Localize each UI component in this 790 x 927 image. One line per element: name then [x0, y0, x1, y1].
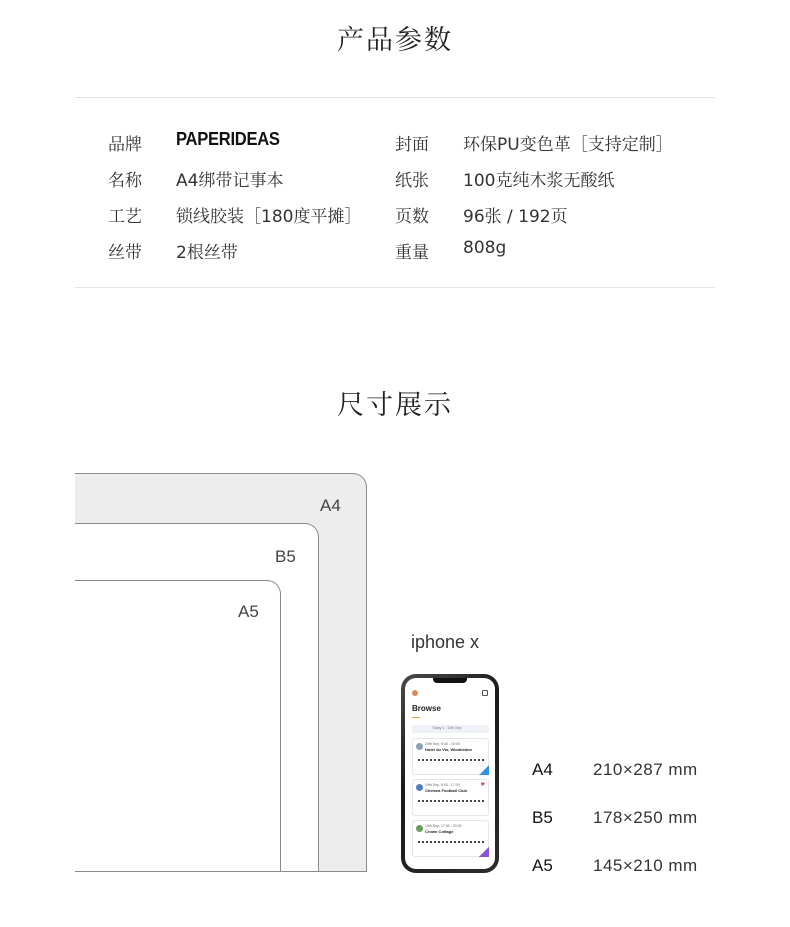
- param-value: A4绑带记事本: [176, 171, 284, 191]
- phone-filter-bar: [412, 725, 489, 733]
- param-value: 2根丝带: [176, 243, 238, 263]
- venue-thumb-icon: [416, 825, 423, 832]
- param-label: 名称: [108, 171, 142, 191]
- card-date: 19th Sep, 17:00 - 23:00: [425, 824, 462, 828]
- card-date: 20th Sep, 9:00 - 15:00: [425, 742, 460, 746]
- size-name: A4: [532, 760, 553, 779]
- iphone-x-illustration: [401, 674, 499, 873]
- params-title: 产品参数: [337, 25, 453, 56]
- card-icons-row: [418, 800, 484, 803]
- sheet-a5: [75, 580, 281, 872]
- param-label: 工艺: [108, 207, 142, 227]
- param-value: 环保PU变色革［支持定制］: [463, 135, 673, 155]
- sheet-b5-label: B5: [275, 547, 296, 566]
- avatar-icon: [412, 690, 418, 696]
- param-label: 重量: [395, 243, 429, 263]
- card-venue: Chelsea Football Club: [425, 788, 468, 793]
- phone-card: [412, 738, 489, 775]
- card-venue: Hotel du Vin, Wimbledon: [425, 747, 472, 752]
- param-label: 纸张: [395, 171, 429, 191]
- card-date: 19th Sep, 8:00 - 17:00: [425, 783, 460, 787]
- venue-thumb-icon: [416, 743, 423, 750]
- phone-filter-text: Today 1 - 10th Sep: [432, 726, 462, 730]
- venue-thumb-icon: [416, 784, 423, 791]
- sheet-a4-label: A4: [320, 496, 341, 515]
- size-dimensions: 178×250 mm: [593, 808, 698, 827]
- param-label: 丝带: [108, 243, 142, 263]
- phone-card: [412, 820, 489, 857]
- param-label: 页数: [395, 207, 429, 227]
- params-bottom-divider: [75, 287, 715, 288]
- phone-notch: [433, 678, 467, 683]
- card-icons-row: [418, 759, 484, 762]
- card-venue: Crown Cottage: [425, 829, 454, 834]
- param-value: 96张 / 192页: [463, 207, 568, 227]
- brand-logo: PAPERIDEAS: [176, 129, 280, 149]
- sheet-a5-label: A5: [238, 602, 259, 621]
- size-name: B5: [532, 808, 553, 827]
- card-icons-row: [418, 841, 484, 844]
- size-name: A5: [532, 856, 553, 875]
- param-value: 808g: [463, 238, 507, 258]
- param-value: 100克纯木浆无酸纸: [463, 171, 615, 191]
- param-label: 封面: [395, 135, 429, 155]
- phone-card: [412, 779, 489, 816]
- param-label: 品牌: [108, 135, 142, 155]
- phone-tab-underline: [412, 717, 420, 718]
- card-flag: [479, 765, 489, 775]
- size-dimensions: 210×287 mm: [593, 760, 698, 779]
- phone-screen: [405, 678, 495, 869]
- size-dimensions: 145×210 mm: [593, 856, 698, 875]
- sizes-title: 尺寸展示: [337, 390, 453, 421]
- phone-caption: iphone x: [411, 632, 480, 652]
- params-top-divider: [75, 97, 715, 98]
- menu-icon: [482, 690, 488, 696]
- phone-heading: Browse: [412, 704, 441, 713]
- heart-icon: ♥: [480, 782, 485, 788]
- card-flag: [479, 847, 489, 857]
- param-value: 锁线胶装［180度平摊］: [176, 207, 362, 227]
